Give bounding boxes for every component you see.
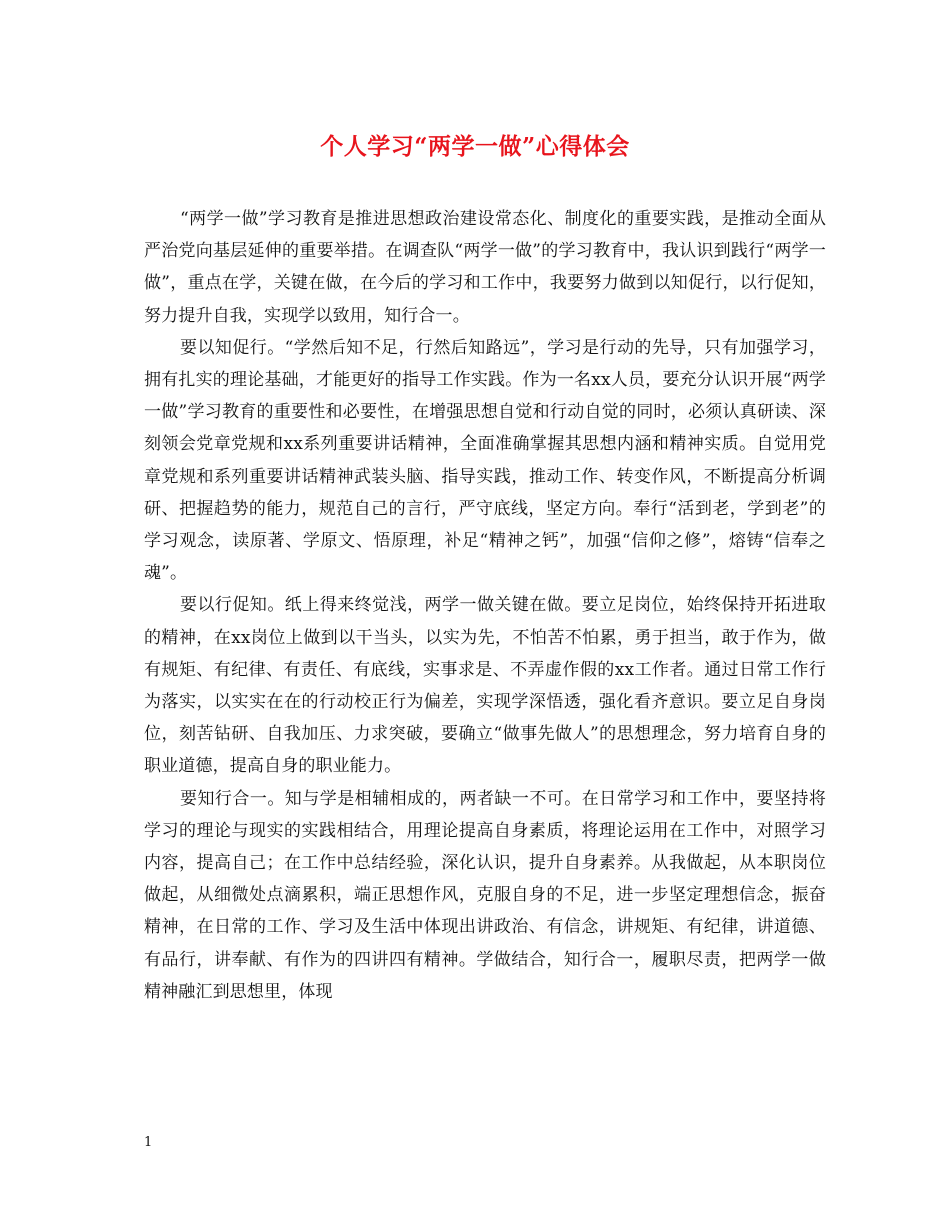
- paragraph-unity-of-knowledge-and-action: 要知行合一。知与学是相辅相成的，两者缺一不可。在日常学习和工作中，要坚持将学习的理论与现实的实践相结合，用理论提高自身素质，将理论运用在工作中，对照学习内容，提高自己；在工作中总结经验，深化认识，提升自身素养。从我做起，从本职岗位做起，从细微处点滴累积，端正思想作风，克服自身的不足，进一步坚定理想信念，振奋精神，在日常的工作、学习及生活中体现出讲政治、有信念，讲规矩、有纪律，讲道德、有品行，讲奉献、有作为的四讲四有精神。学做结合，知行合一，履职尽责，把两学一做精神融汇到思想里，体现: [144, 788, 826, 1002]
- paragraph-action-to-knowledge: 要以行促知。纸上得来终觉浅，两学一做关键在做。要立足岗位，始终保持开拓进取的精神，在xx岗位上做到以干当头，以实为先，不怕苦不怕累，勇于担当，敢于作为，做有规矩、有纪律、有责任、有底线，实事求是、不弄虚作假的xx工作者。通过日常工作行为落实，以实实在在的行动校正行为偏差，实现学深悟透，强化看齐意识。要立足自身岗位，刻苦钻研、自我加压、力求突破，要确立“做事先做人”的思想理念，努力培育自身的职业道德，提高自身的职业能力。: [144, 595, 826, 777]
- page-number: 1: [144, 1135, 153, 1150]
- document-body: [144, 203, 826, 1008]
- paragraph-intro: “两学一做”学习教育是推进思想政治建设常态化、制度化的重要实践，是推动全面从严治党向基层延伸的重要举措。在调查队“两学一做”的学习教育中，我认识到践行“两学一做”，重点在学，关键在做，在今后的学习和工作中，我要努力做到以知促行，以行促知，努力提升自我，实现学以致用，知行合一。: [144, 209, 826, 326]
- document-title: 个人学习“两学一做”心得体会: [320, 133, 630, 160]
- paragraph-knowledge-to-action: 要以知促行。“学然后知不足，行然后知路远”，学习是行动的先导，只有加强学习，拥有扎实的理论基础，才能更好的指导工作实践。作为一名xx人员，要充分认识开展“两学一做”学习教育的重要性和必要性，在增强思想自觉和行动自觉的同时，必须认真研读、深刻领会党章党规和xx系列重要讲话精神，全面准确掌握其思想内涵和精神实质。自觉用党章党规和系列重要讲话精神武装头脑、指导实践，推动工作、转变作风，不断提高分析调研、把握趋势的能力，规范自己的言行，严守底线，坚定方向。奉行“活到老，学到老”的学习观念，读原著、学原文、悟原理，补足“精神之钙”，加强“信仰之修”，熔铸“信奉之魂”。: [144, 337, 826, 584]
